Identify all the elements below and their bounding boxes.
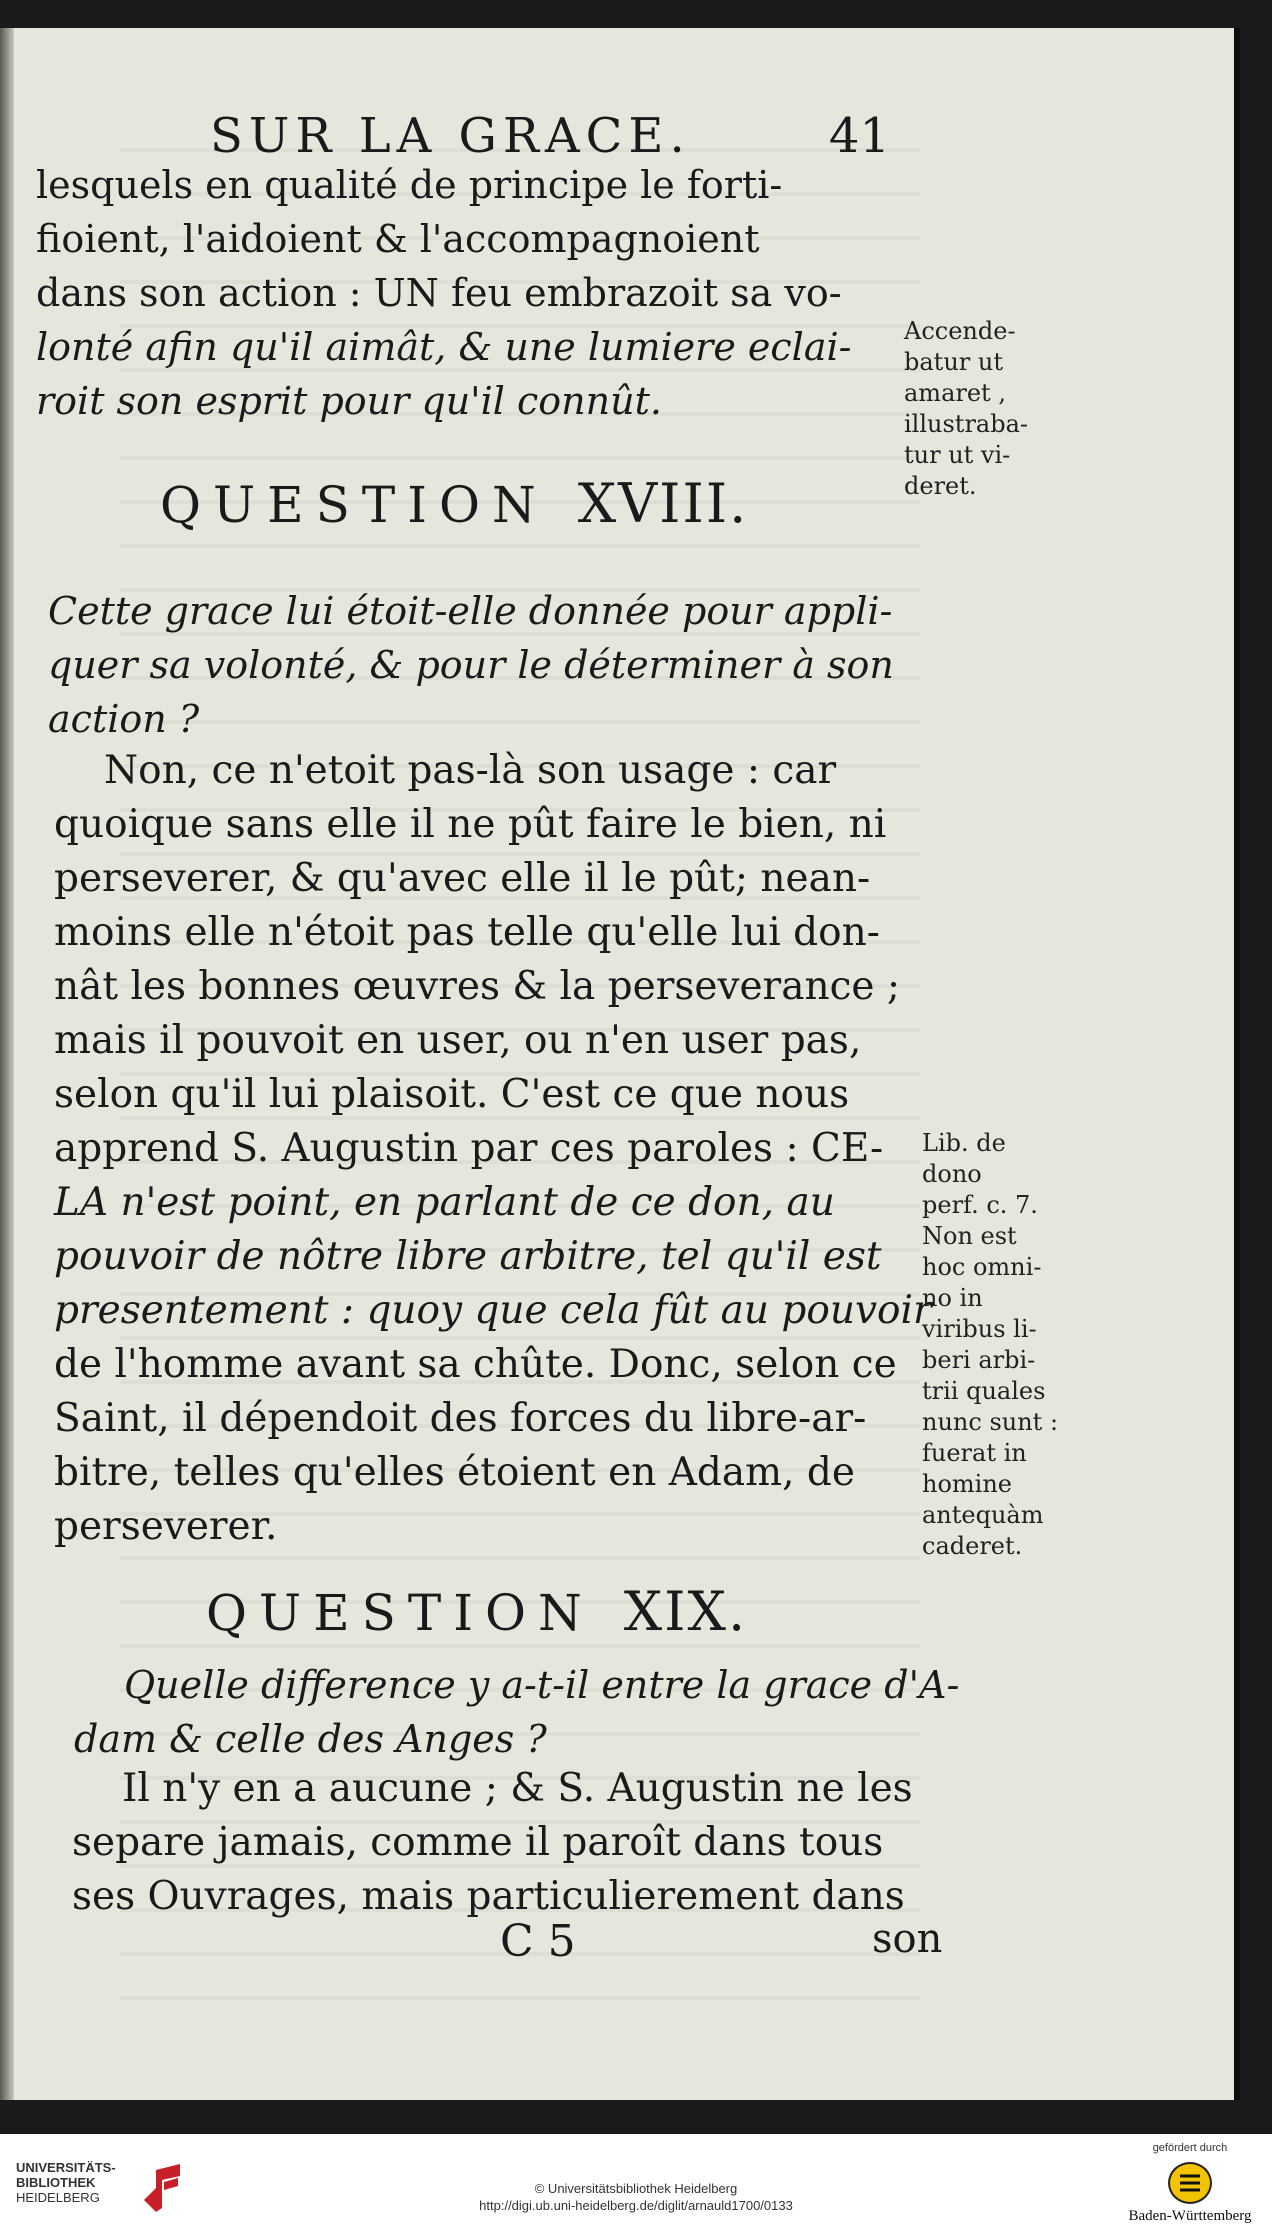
question-18-heading: QUESTION XVIII. [160, 472, 749, 535]
text-line: de l'homme avant sa chûte. Donc, selon ce [54, 1342, 897, 1387]
running-title: SUR LA GRACE. [210, 108, 691, 164]
copyright-text: © Universitätsbibliothek Heidelberg [534, 2181, 738, 2196]
state-crest-icon [1168, 2162, 1212, 2204]
library-name-line: BIBLIOTHEK [16, 2175, 96, 2190]
text-line: Non, ce n'etoit pas-là son usage : car [104, 748, 837, 793]
text-line: selon qu'il lui plaisoit. C'est ce que nous [54, 1072, 850, 1117]
text-line: Quelle difference y a-t-il entre la grace d'A- [124, 1663, 960, 1707]
text-line: pouvoir de nôtre libre arbitre, tel qu'il est [54, 1234, 882, 1279]
sponsor-name: Baden-Württemberg [1128, 2208, 1252, 2224]
text-line: perseverer. [54, 1504, 278, 1549]
text-line: presentement : quoy que cela fût au pouvoir [54, 1288, 932, 1333]
margin-note-1: Accende- batur ut amaret , illustraba- tur ut vi- deret. [904, 317, 1029, 500]
paragraph-2 [54, 744, 932, 1554]
sponsor-block [1120, 2142, 1260, 2225]
page-scan [0, 28, 1240, 2100]
text-line: quoique sans elle il ne pût faire le bien, ni [54, 802, 887, 847]
text-line: apprend S. Augustin par ces paroles : CE- [54, 1126, 884, 1171]
text-line: quer sa volonté, & pour le déterminer à son [48, 643, 894, 687]
question-19-text [74, 1658, 960, 1766]
question-19-heading: QUESTION XIX. [206, 1580, 748, 1643]
text-line: fioient, l'aidoient & l'accompagnoient [36, 217, 760, 261]
copyright-block [0, 2180, 1272, 2214]
text-line: dans son action : UN feu embrazoit sa vo- [36, 271, 842, 315]
page-number: 41 [828, 108, 890, 164]
text-line: Saint, il dépendoit des forces du libre-ar- [54, 1396, 867, 1441]
text-line: lonté afin qu'il aimât, & une lumiere eclai- [36, 325, 852, 369]
permalink[interactable]: http://digi.ub.uni-heidelberg.de/diglit/arnauld1700/0133 [479, 2198, 793, 2213]
text-line: separe jamais, comme il paroît dans tous [72, 1820, 884, 1865]
text-line: bitre, telles qu'elles étoient en Adam, de [54, 1450, 855, 1495]
text-line: LA n'est point, en parlant de ce don, au [54, 1180, 835, 1225]
text-line: Il n'y en a aucune ; & S. Augustin ne les [122, 1766, 913, 1811]
text-line: action ? [48, 697, 200, 741]
sponsor-label: gefördert durch [1152, 2142, 1228, 2154]
book-page [0, 28, 1234, 2100]
text-line: lesquels en qualité de principe le forti- [36, 163, 783, 207]
library-city: HEIDELBERG [16, 2190, 100, 2205]
question-18-text [48, 584, 898, 746]
paragraph-3 [72, 1762, 932, 1924]
text-line: Cette grace lui étoit-elle donnée pour appli- [48, 589, 893, 633]
text-line: ses Ouvrages, mais particulierement dans [72, 1874, 905, 1919]
signature-mark: C 5 [500, 1916, 576, 1967]
text-line: roit son esprit pour qu'il connût. [36, 379, 662, 423]
text-line: mais il pouvoit en user, ou n'en user pas, [54, 1018, 862, 1063]
running-header [210, 108, 890, 164]
paragraph-1 [36, 158, 896, 428]
library-name-line: UNIVERSITÄTS- [16, 2160, 116, 2175]
text-line: perseverer, & qu'avec elle il le pût; nean- [54, 856, 871, 901]
footer-bar [0, 2134, 1272, 2228]
text-line: moins elle n'étoit pas telle qu'elle lui don- [54, 910, 880, 955]
text-line: nât les bonnes œuvres & la perseverance ; [54, 964, 901, 1009]
catchword: son [872, 1916, 943, 1962]
text-line: dam & celle des Anges ? [74, 1717, 547, 1761]
margin-note-2: Lib. de dono perf. c. 7. Non est hoc omni- no in viribus li- beri arbi- trii quales nunc sunt : fuerat in homine antequàm caderet. [922, 1129, 1059, 1560]
